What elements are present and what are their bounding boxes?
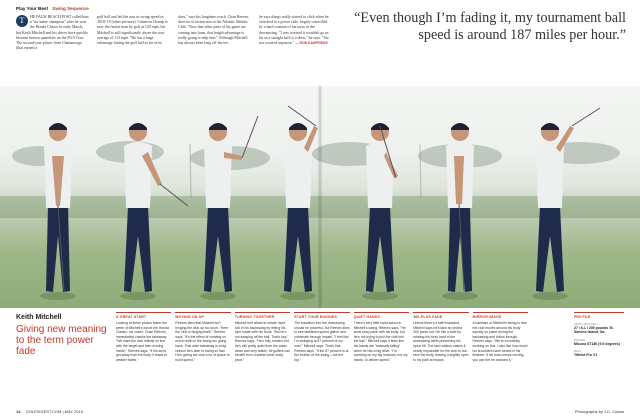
intro-paragraph-3: does," says his longtime coach, Chan Reeves, director of instruction at the Atlantic Athletic Club. "Now that other parts of his game are coming into form, that length advantage is really going to help him." Although Mitchell has always been long off the tee, [178,15,250,46]
page-header [16,6,89,11]
article-headline: Giving new meaning to the term power fade [16,324,107,357]
subsection-label: Swing Sequence [52,6,89,11]
drop-cap: T [16,15,28,27]
section-label: Play Your Best [16,6,48,11]
footer-left [16,409,83,414]
phase-title: MIRROR IMAGE [472,315,502,319]
phase-6 [413,312,468,362]
intro-column-3 [178,15,251,51]
phase-1 [116,312,171,362]
publication-info: GOLFDIGEST.COM | MAY 2019 [25,409,83,414]
pro-file-title: PRO FILE [574,315,591,319]
page-gutter [318,86,322,308]
player-name: Keith Mitchell [16,314,62,321]
phase-7 [473,312,528,362]
phase-title: 360-PLUS FADE [413,315,443,319]
intro-column-2 [97,15,170,51]
profile-name-label: KEITH MITCHELL [574,322,599,326]
intro-text [16,15,332,51]
author-credit: — RON KASPRISKE [295,41,328,46]
page-number: 14 [16,409,21,414]
intro-paragraph-4: he says things really started to click when he switched to a power fade, largely controlled by a hard rotation of his torso in the downswing. "I was worried it wouldn't go as far as a straight ball or a draw," he says. "I'm not worried anymore." [259,15,329,46]
phase-title: MOVING ON UP [175,315,205,319]
pro-file-box [574,312,624,358]
phase-body: A hallmark of Mitchell's swing is that the club moves around his body equally on plane during the backswing and follow-through, Reeves says. "We're constantly working on this. I also like how much his shoulders have turned in his finishes. If his torso keeps moving, you can bet he cranked it." [472,321,528,362]
intro-paragraph-1: HE PALM BEACH POST called him a "no-name champion" after he won the Honda Classic in early March, but Keith Mitchell and his driver have quickly become known quantities on the PGA Tour. The second-year player from Chattanooga (that earned a [16,15,89,51]
phase-body: The transition into the downswing should be powerful, but Reeves likes to see stabilized speed gather and culminate through impact. "I feel like I'm swinging at 87 percent of my max," Mitchell says. That's fine, Reeves says. "If the 87 percent is at the bottom of the swing—not the top." [294,321,350,362]
phase-body: Looking at these photos taken the week of Mitchell's win at the Honda Classic, his coach, Chan Reeves, immediately checks the takeaway. "We want the club initially on line with the target and then moving inside," Reeves says. "If his arms get away from his body, it leads to weaker fades." [116,321,169,362]
intro-paragraph-2: golf ball and led the tour in swing speed in 2018-'19 (other pictures). Cameron Champ is now the fastest man by golf at 129 mph, but Mitchell is still significantly above the tour average of 113 mph. "He has a huge advantage hitting the golf ball as far as he [97,15,168,46]
phase-5 [354,312,409,362]
phase-columns [116,312,528,362]
phase-3 [235,312,290,362]
profile-ball-label: BALL [574,349,582,354]
phase-title: START YOUR ENGINES [294,315,338,319]
phase-body: Mitchell isn't afraid to create more coil in his backswing by letting his hips rotate with his trunk. "But he's not swaying off the ball. That's key," Reeves says. "He's fully rotated, but he's still pretty quiet from the waist down and very stable. All golfers can benefit from a stable lower-body pivot." [234,321,290,362]
phase-title: QUIET HANDS [353,315,380,319]
pull-quote: “Even though I’m fading it, my tournament ball speed is around 187 miles per hour.” [354,10,626,43]
page-footer [16,409,624,414]
phase-body: There's very little hand action in Mitchell's swing, Reeves says. "He arms keep pace with his body, but he's not trying to pull the club into the ball." Mitchell says it feels like his hands are "basically falling" when he hits a big drive. "I'm counting on my big muscles, not my hands, to deliver speed." [353,321,408,362]
phase-body: Unless there's a stiff headwind, Mitchell says he'll take an (ex)tra 300 yards out. He hits a fade by rotating his torso hard in the downswing while preserving his spine tilt. The fast rotation makes it nearly impossible for the club to out-race the body, leaving it slightly open to his path at impact. [413,321,469,362]
phase-2 [175,312,230,362]
info-strip [0,312,640,404]
phase-title: A GREAT START [116,315,147,319]
phase-title: TURNING TOGETHER [234,315,275,319]
intro-column-1 [16,15,89,51]
profile-driver-label: DRIVER [574,337,586,342]
phase-body: Reeves likes that Mitchell isn't hinging the club up too soon. "Here the club is hinging itself," Reeves says. "It's the effect of creating so much width in the swing arc going back. That wide takeaway is a big reason he's able to swing so fast. He's giving the club a lot of space to build speed." [175,321,230,362]
player-block [16,312,112,357]
photo-credit: Photographs by J.D. Cuban [574,409,624,414]
profile-ball-value: Titleist Pro V1 [574,353,598,358]
profile-name-value: 27 / 6-1 / 205 pounds St. Simons Island, Ga. [574,326,614,335]
profile-driver-value: Mizuno ST180 (9.5 degrees) [574,341,620,346]
intro-column-4 [259,15,332,51]
phase-4 [294,312,349,362]
